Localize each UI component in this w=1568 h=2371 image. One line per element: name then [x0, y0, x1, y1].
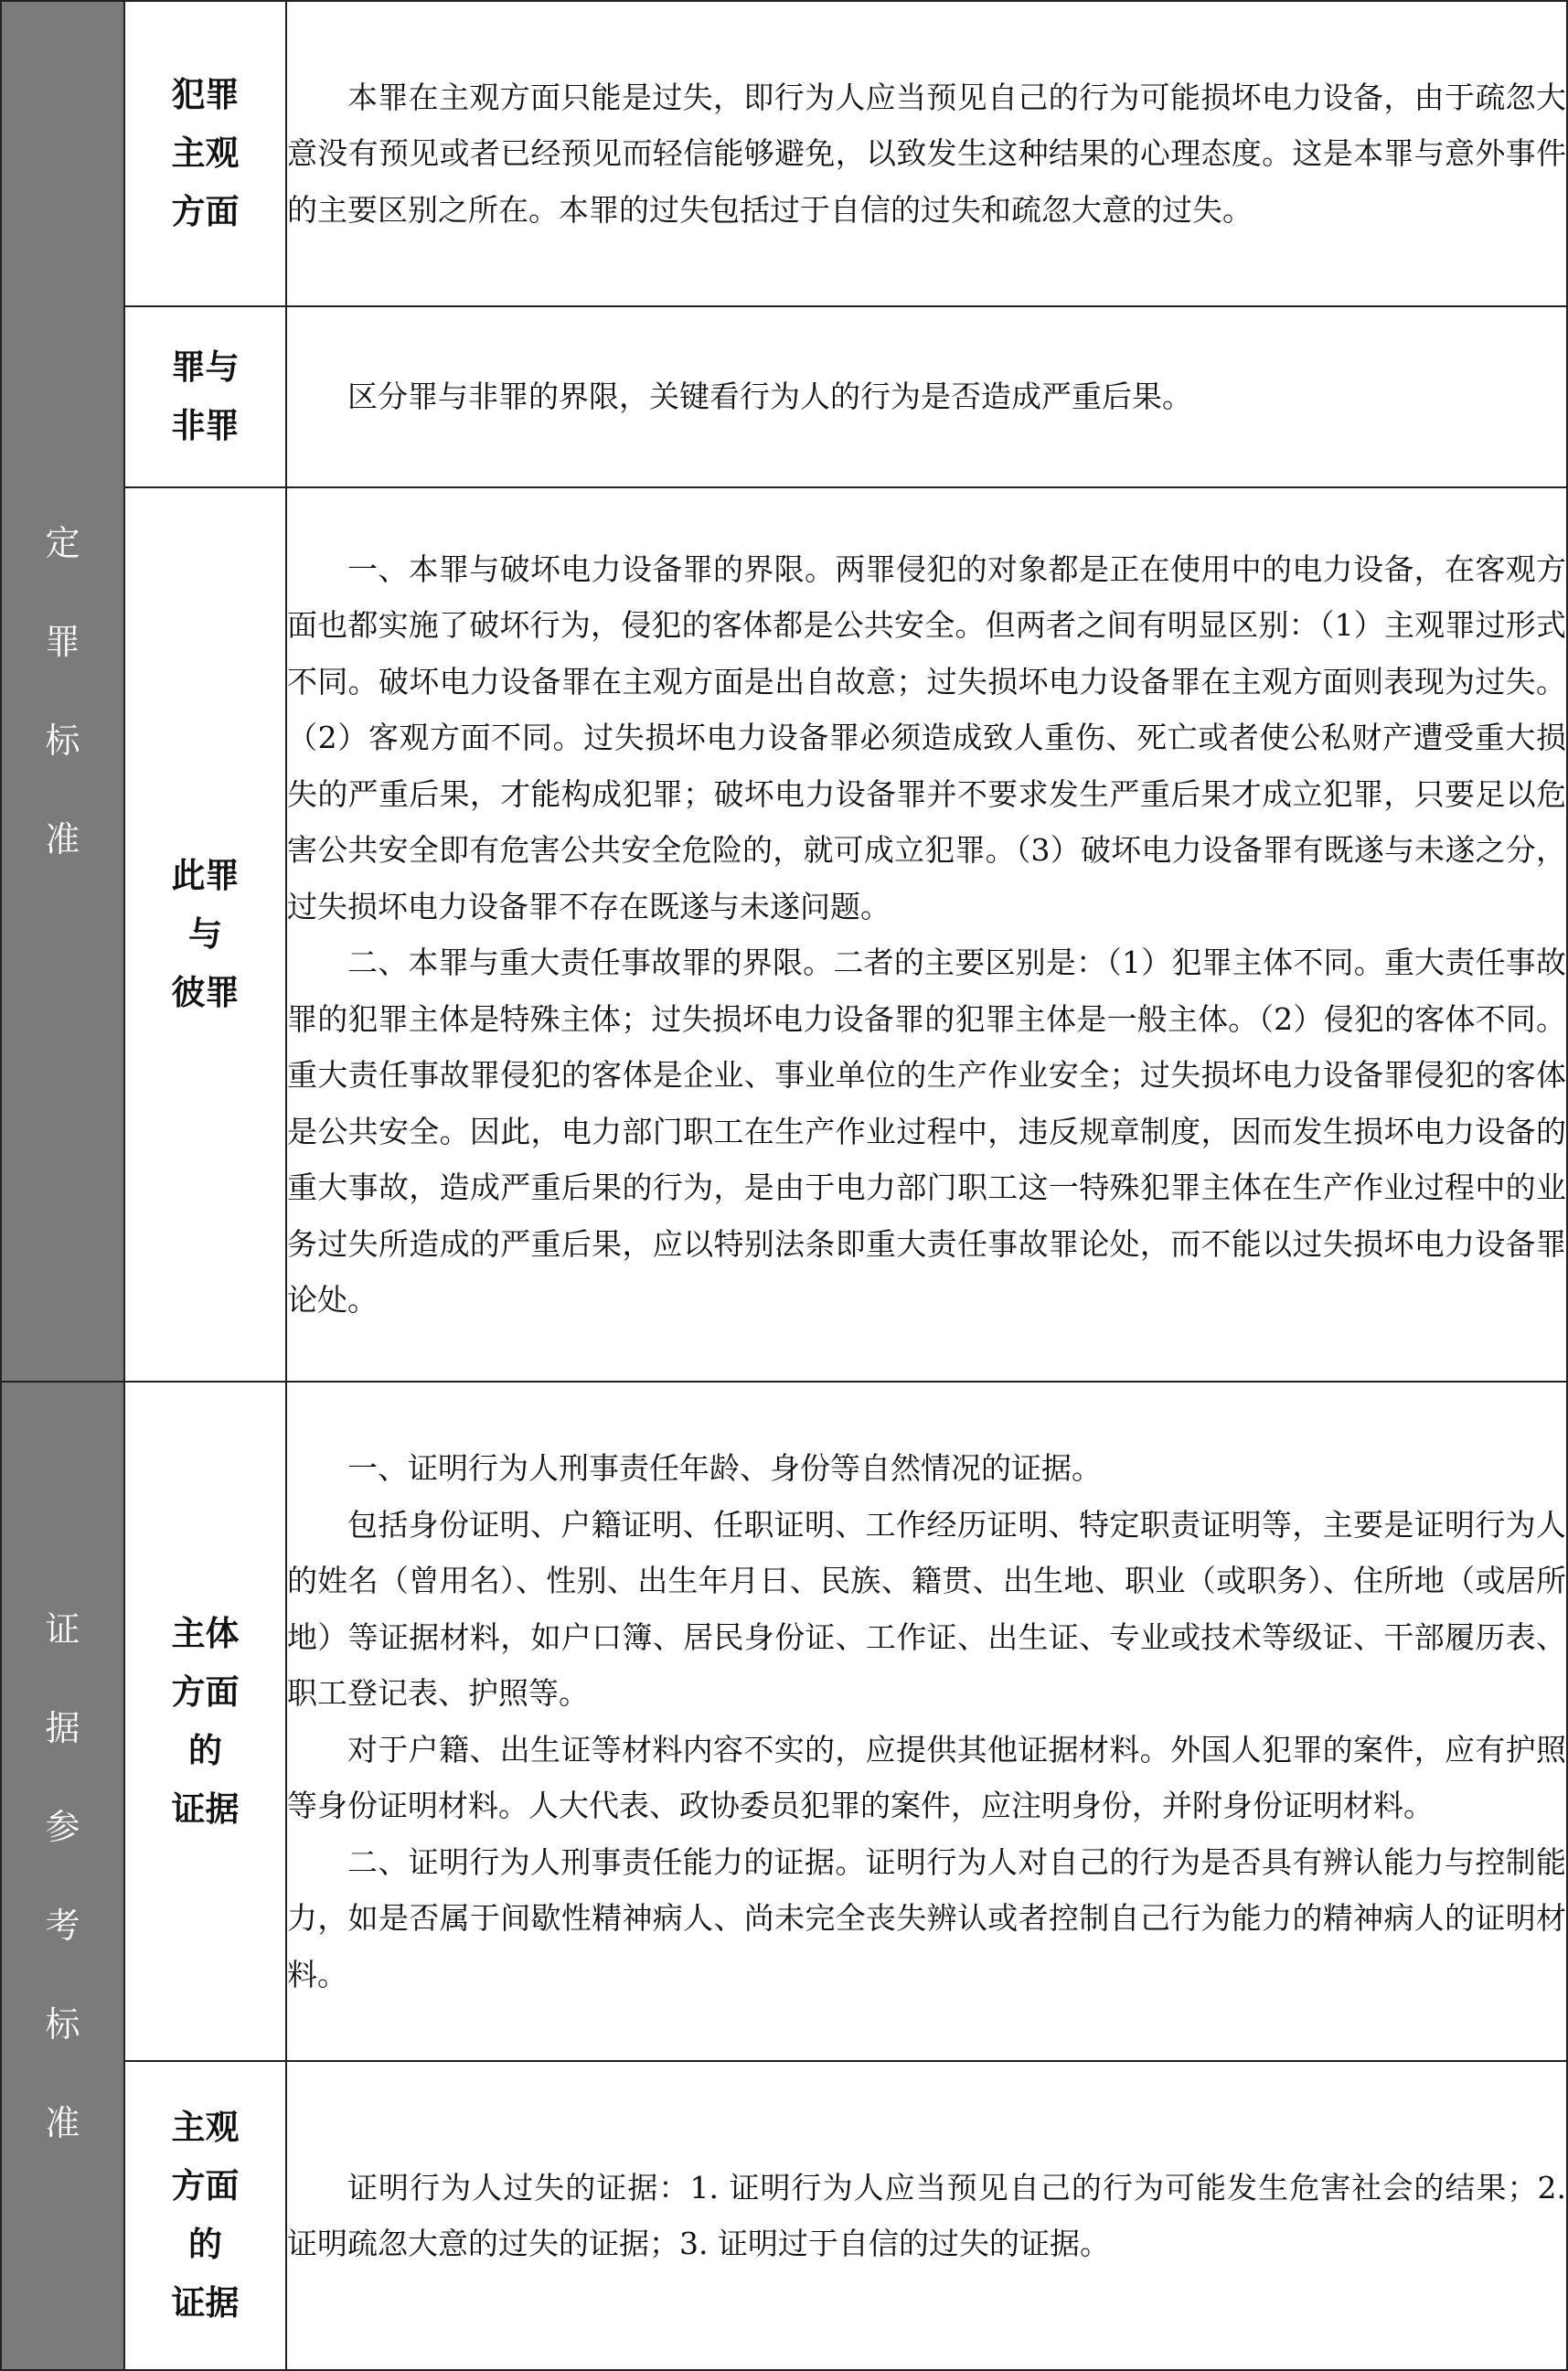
category-char: 准	[45, 2102, 80, 2143]
label-line: 犯罪	[171, 75, 240, 114]
paragraph: 一、证明行为人刑事责任年龄、身份等自然情况的证据。	[347, 1450, 1102, 1486]
paragraph: 对于户籍、出生证等材料内容不实的，应提供其他证据材料。外国人犯罪的案件，应有护照等身份证明材料。人大代表、政协委员犯罪的案件，应注明身份，并附身份证明材料。	[287, 1731, 1566, 1823]
paragraph: 二、证明行为人刑事责任能力的证据。证明行为人对自己的行为是否具有辨认能力与控制能力，如是否属于间歇性精神病人、尚未完全丧失辨认或者控制自己行为能力的精神病人的证明材料。	[287, 1843, 1566, 1992]
label-line: 证据	[171, 2283, 240, 2323]
category-char: 标	[45, 2003, 80, 2045]
label-line: 方面	[171, 2166, 240, 2205]
row-label-crime-or-not	[124, 306, 286, 487]
category-char: 证	[45, 1608, 80, 1650]
paragraph: 本罪在主观方面只能是过失，即行为人应当预见自己的行为可能损坏电力设备，由于疏忽大意没有预见或者已经预见而轻信能够避免，以致发生这种结果的心理态度。这是本罪与意外事件的主要区别之所在。本罪的过失包括过于自信的过失和疏忽大意的过失。	[287, 79, 1566, 228]
label-line: 彼罪	[171, 973, 240, 1012]
label-line: 方面	[171, 1671, 240, 1712]
row-content	[286, 2061, 1567, 2370]
paragraph: 一、本罪与破坏电力设备罪的界限。两罪侵犯的对象都是正在使用中的电力设备，在客观方面也都实施了破坏行为，侵犯的客体都是公共安全。但两者之间有明显区别：（1）主观罪过形式不同。破坏电力设备罪在主观方面是出自故意；过失损坏电力设备罪在主观方面则表现为过失。（2）客观方面不同。过失损坏电力设备罪必须造成致人重伤、死亡或者使公私财产遭受重大损失的严重后果，才能构成犯罪；破坏电力设备罪并不要求发生严重后果才成立犯罪，只要足以危害公共安全即有危害公共安全危险的，就可成立犯罪。（3）破坏电力设备罪有既遂与未遂之分，过失损坏电力设备罪不存在既遂与未遂问题。	[287, 550, 1566, 924]
row-content	[286, 1382, 1567, 2061]
category-char: 罪	[45, 622, 80, 662]
row-label-subjective-aspect	[124, 1, 286, 306]
category-char: 定	[45, 523, 80, 563]
label-line: 与	[188, 914, 222, 954]
row-content	[286, 1, 1567, 306]
category-char: 据	[45, 1707, 80, 1748]
table-row	[1, 2061, 1567, 2370]
category-cell-evidence	[1, 1382, 124, 2370]
table-row	[1, 1382, 1567, 2061]
table-row	[1, 1, 1567, 306]
label-line: 主观	[171, 2108, 240, 2147]
category-char: 考	[45, 1905, 80, 1946]
label-line: 证据	[171, 1789, 240, 1829]
row-content	[286, 306, 1567, 487]
row-content	[286, 487, 1567, 1382]
label-line: 非罪	[171, 406, 240, 445]
table-row	[1, 487, 1567, 1382]
row-label-subjective-evidence	[124, 2061, 286, 2370]
table-row	[1, 306, 1567, 487]
label-line: 的	[188, 1730, 222, 1770]
label-line: 方面	[171, 192, 240, 231]
label-line: 此罪	[171, 856, 240, 895]
label-line: 主体	[171, 1613, 240, 1653]
label-line: 的	[188, 2225, 222, 2264]
row-label-this-vs-other-crime	[124, 487, 286, 1382]
paragraph: 二、本罪与重大责任事故罪的界限。二者的主要区别是：（1）犯罪主体不同。重大责任事故罪的犯罪主体是特殊主体；过失损坏电力设备罪的犯罪主体是一般主体。（2）侵犯的客体不同。重大责任事故罪侵犯的客体是企业、事业单位的生产作业安全；过失损坏电力设备罪侵犯的客体是公共安全。因此，电力部门职工在生产作业过程中，违反规章制度，因而发生损坏电力设备的重大事故，造成严重后果的行为，是由于电力部门职工这一特殊犯罪主体在生产作业过程中的业务过失所造成的严重后果，应以特别法条即重大责任事故罪论处，而不能以过失损坏电力设备罪论处。	[287, 945, 1566, 1318]
category-char: 参	[45, 1806, 80, 1847]
row-label-subject-evidence	[124, 1382, 286, 2061]
label-line: 罪与	[171, 347, 240, 387]
category-char: 准	[45, 819, 80, 860]
label-line: 主观	[171, 134, 240, 173]
category-cell-sentencing	[1, 1, 124, 1382]
paragraph: 区分罪与非罪的界限，关键看行为人的行为是否造成严重后果。	[347, 379, 1192, 415]
category-char: 标	[45, 721, 80, 761]
paragraph: 证明行为人过失的证据：1. 证明行为人应当预见自己的行为可能发生危害社会的结果；2. 证明疏忽大意的过失的证据；3. 证明过于自信的过失的证据。	[287, 2169, 1566, 2261]
paragraph: 包括身份证明、户籍证明、任职证明、工作经历证明、特定职责证明等，主要是证明行为人的姓名（曾用名）、性别、出生年月日、民族、籍贯、出生地、职业（或职务）、住所地（或居所地）等证据材料，如户口簿、居民身份证、工作证、出生证、专业或技术等级证、干部履历表、职工登记表、护照等。	[287, 1506, 1566, 1711]
